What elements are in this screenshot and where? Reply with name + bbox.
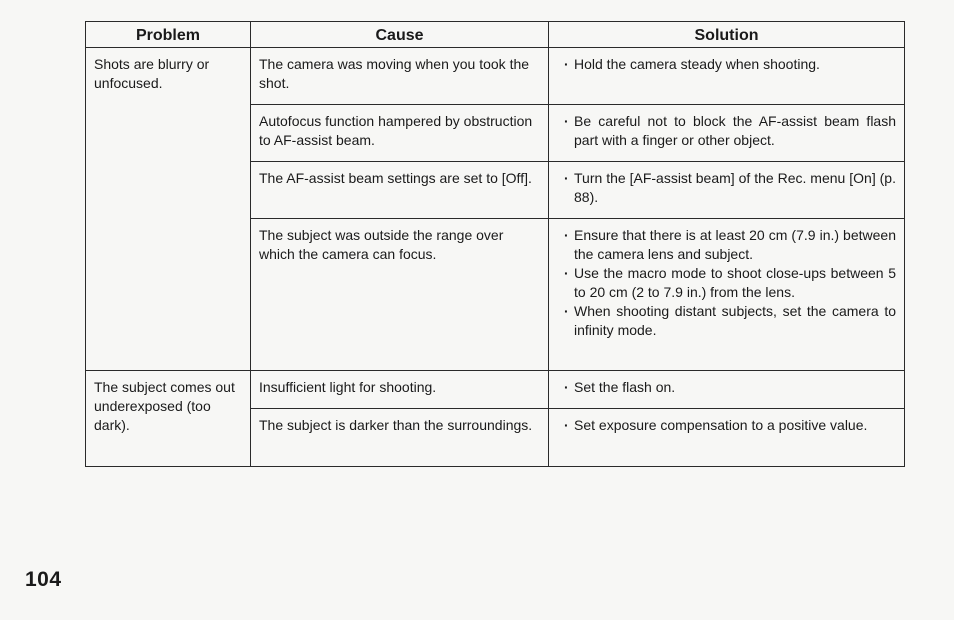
header-problem: Problem <box>86 22 251 48</box>
page-number: 104 <box>25 568 62 591</box>
solution-cell <box>549 162 905 219</box>
table-header-row <box>86 22 905 48</box>
cause-cell: Insufficient light for shooting. <box>251 371 549 409</box>
solution-cell <box>549 371 905 409</box>
problem-cell-underexposed: The subject comes out underexposed (too dark). <box>86 371 251 467</box>
problem-cell-blurry: Shots are blurry or unfocused. <box>86 48 251 371</box>
solution-item: · Hold the camera steady when shooting. <box>557 55 896 74</box>
solution-item: · When shooting distant subjects, set the camera to infinity mode. <box>557 302 896 340</box>
solution-cell <box>549 48 905 105</box>
cause-cell: The subject was outside the range over which the camera can focus. <box>251 219 549 371</box>
solution-item: · Ensure that there is at least 20 cm (7.9 in.) between the camera lens and subject. <box>557 226 896 264</box>
cause-cell: The subject is darker than the surroundings. <box>251 409 549 467</box>
solution-cell <box>549 409 905 467</box>
solution-item: · Be careful not to block the AF-assist beam flash part with a finger or other object. <box>557 112 896 150</box>
header-cause: Cause <box>251 22 549 48</box>
solution-item: · Use the macro mode to shoot close-ups between 5 to 20 cm (2 to 7.9 in.) from the lens. <box>557 264 896 302</box>
solution-item: · Set the flash on. <box>557 378 896 397</box>
solution-cell <box>549 219 905 371</box>
solution-item: · Turn the [AF-assist beam] of the Rec. menu [On] (p. 88). <box>557 169 896 207</box>
troubleshooting-table <box>85 21 905 467</box>
cause-cell: Autofocus function hampered by obstruction to AF-assist beam. <box>251 105 549 162</box>
solution-item: · Set exposure compensation to a positive value. <box>557 416 896 435</box>
cause-cell: The AF-assist beam settings are set to [Off]. <box>251 162 549 219</box>
solution-cell <box>549 105 905 162</box>
table-row <box>86 371 905 409</box>
header-solution: Solution <box>549 22 905 48</box>
cause-cell: The camera was moving when you took the shot. <box>251 48 549 105</box>
table-row <box>86 48 905 105</box>
